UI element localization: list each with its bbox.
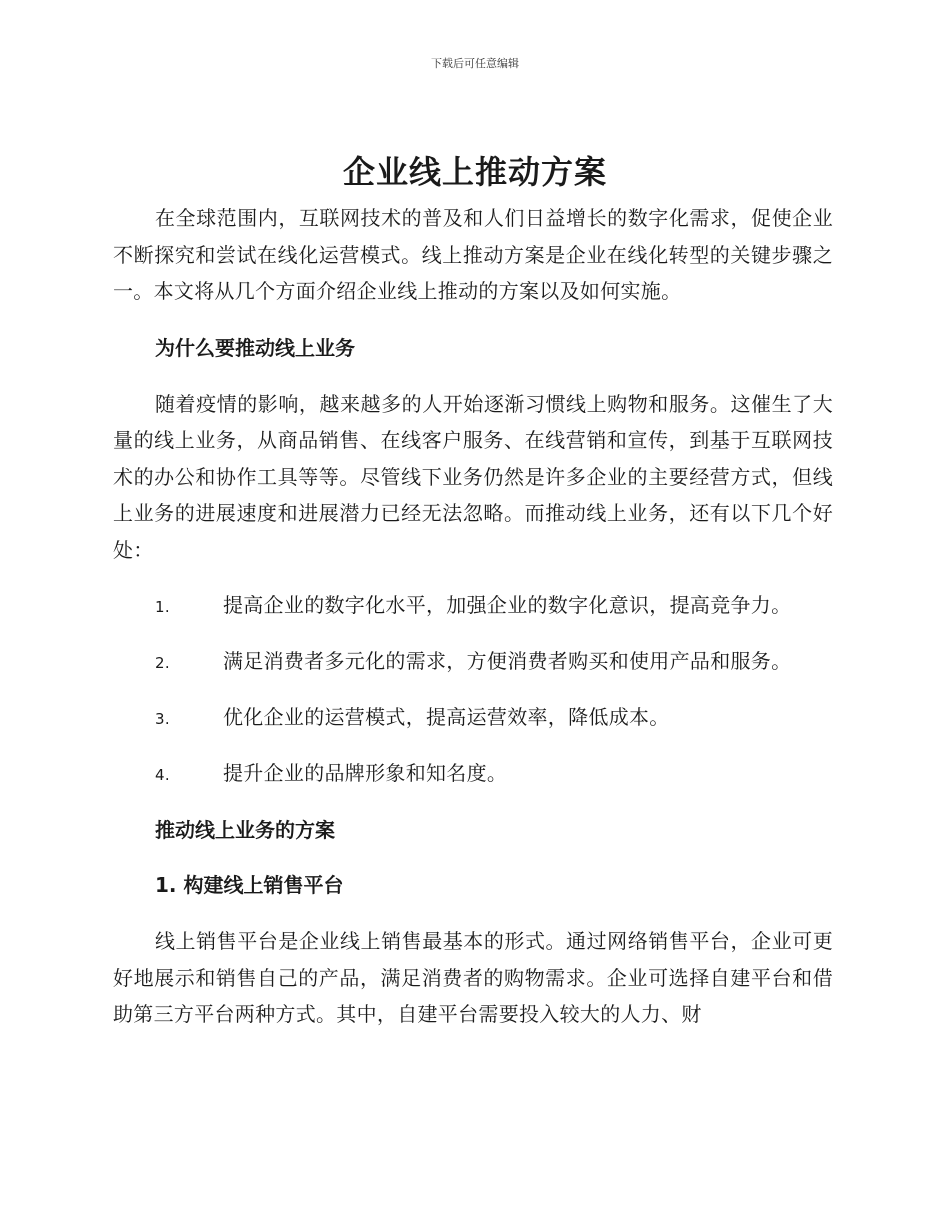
list-item (113, 702, 833, 734)
list-item-number: 3. (155, 710, 170, 728)
list-item-number: 2. (155, 654, 170, 672)
section-heading-why: 为什么要推动线上业务 (155, 335, 355, 360)
intro-paragraph: 在全球范围内，互联网技术的普及和人们日益增长的数字化需求，促使企业不断探究和尝试在线化运营模式。线上推动方案是企业在线化转型的关键步骤之一。本文将从几个方面介绍企业线上推动的方案以及如何实施。 (113, 206, 833, 303)
list-item-text: 提升企业的品牌形象和知名度。 (223, 761, 508, 785)
document-title: 企业线上推动方案 (342, 153, 607, 191)
list-item-number: 4. (155, 766, 170, 784)
section-heading-plan: 推动线上业务的方案 (155, 818, 335, 842)
section-paragraph-why: 随着疫情的影响，越来越多的人开始逐渐习惯线上购物和服务。这催生了大量的线上业务，从商品销售、在线客户服务、在线营销和宣传，到基于互联网技术的办公和协作工具等等。尽管线下业务仍然是许多企业的主要经营方式，但线上业务的进展速度和进展潜力已经无法忽略。而推动线上业务，还有以下几个好处： (113, 391, 833, 562)
list-item-text: 提高企业的数字化水平，加强企业的数字化意识，提高竞争力。 (223, 593, 792, 617)
header-note: 下载后可任意编辑 (431, 57, 519, 70)
list-item (113, 590, 833, 622)
list-item (113, 646, 833, 678)
subsection-paragraph-sales-platform: 线上销售平台是企业线上销售最基本的形式。通过网络销售平台，企业可更好地展示和销售自己的产品，满足消费者的购物需求。企业可选择自建平台和借助第三方平台两种方式。其中，自建平台需要投入较大的人力、财 (113, 929, 833, 1026)
list-item-text: 满足消费者多元化的需求，方便消费者购买和使用产品和服务。 (223, 649, 792, 673)
subsection-heading-sales-platform: 1. 构建线上销售平台 (155, 873, 344, 897)
list-item-number: 1. (155, 598, 170, 616)
benefits-list (113, 590, 833, 790)
document-body (113, 200, 833, 1033)
list-item-text: 优化企业的运营模式，提高运营效率，降低成本。 (223, 705, 670, 729)
list-item (113, 758, 833, 790)
